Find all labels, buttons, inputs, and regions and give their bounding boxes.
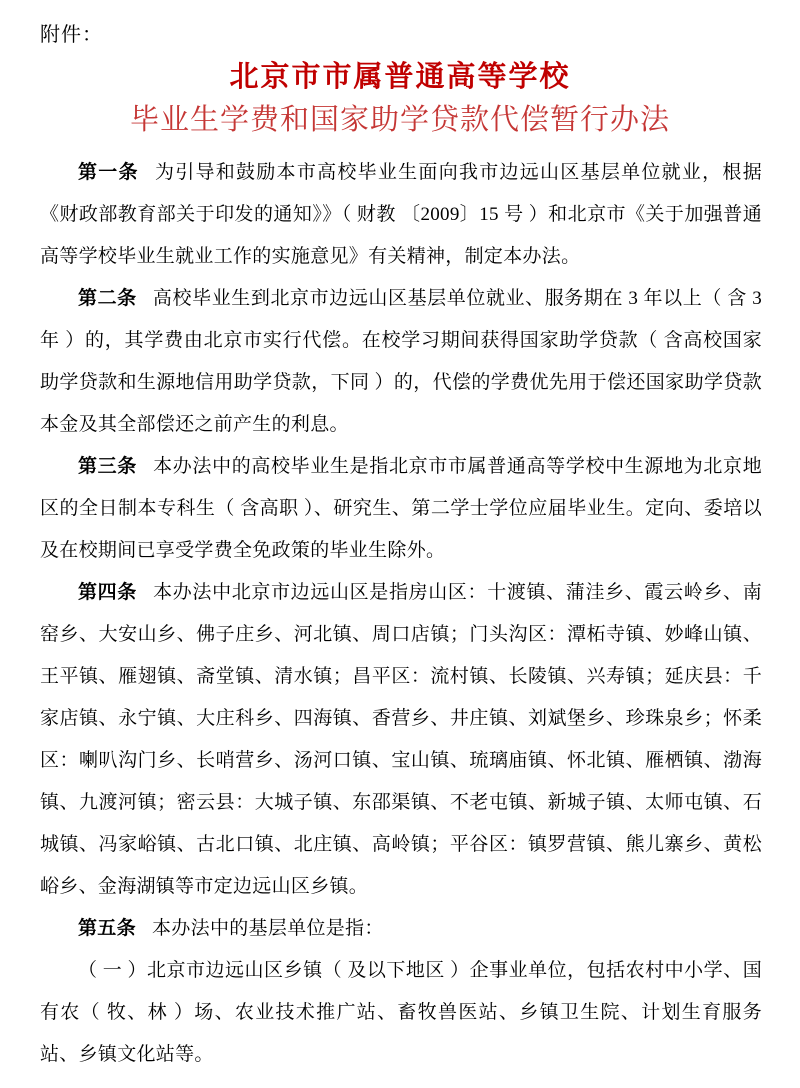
article-2-label: 第二条 [78, 288, 137, 309]
article-3-paragraph [40, 446, 762, 572]
document-title-line2: 毕业生学费和国家助学贷款代偿暂行办法 [129, 104, 670, 136]
article-4-label: 第四条 [78, 582, 137, 603]
article-1-text: 为引导和鼓励本市高校毕业生面向我市边远山区基层单位就业，根据《财政部教育部关于印发的通知》》（ 财教 〔2009〕15 号 ）和北京市《关于加强普通高等学校毕业生就业工作的实施意见》有关精神，制定本办法。 [40, 162, 762, 267]
article-3-label: 第三条 [78, 456, 137, 477]
attachment-label: 附件： [40, 24, 103, 46]
article-2-text: 高校毕业生到北京市边远山区基层单位就业、服务期在 3 年以上（ 含 3 年 ）的，其学费由北京市实行代偿。在校学习期间获得国家助学贷款（ 含高校国家助学贷款和生源地信用助学贷款，下同 ）的，代偿的学费优先用于偿还国家助学贷款本金及其全部偿还之前产生的利息。 [40, 288, 762, 435]
document-body [0, 152, 800, 1076]
article-4-text: 本办法中北京市边远山区是指房山区：十渡镇、蒲洼乡、霞云岭乡、南窑乡、大安山乡、佛子庄乡、河北镇、周口店镇；门头沟区：潭柘寺镇、妙峰山镇、王平镇、雁翅镇、斋堂镇、清水镇；昌平区：流村镇、长陵镇、兴寿镇；延庆县：千家店镇、永宁镇、大庄科乡、四海镇、香营乡、井庄镇、刘斌堡乡、珍珠泉乡；怀柔区：喇叭沟门乡、长哨营乡、汤河口镇、宝山镇、琉璃庙镇、怀北镇、雁栖镇、渤海镇、九渡河镇；密云县：大城子镇、东邵渠镇、不老屯镇、新城子镇、太师屯镇、石城镇、冯家峪镇、古北口镇、北庄镇、高岭镇；平谷区：镇罗营镇、熊儿寨乡、黄松峪乡、金海湖镇等市定边远山区乡镇。 [40, 582, 762, 897]
article-3-text: 本办法中的高校毕业生是指北京市市属普通高等学校中生源地为北京地区的全日制本专科生（ 含高职 ）、研究生、第二学士学位应届毕业生。定向、委培以及在校期间已享受学费全免政策的毕业生除外。 [40, 456, 762, 561]
article-5-paragraph [40, 908, 762, 950]
article-5-label: 第五条 [78, 918, 136, 939]
document-title-line1: 北京市市属普通高等学校 [229, 61, 571, 93]
article-1-label: 第一条 [78, 162, 139, 183]
article-5-text: 本办法中的基层单位是指： [152, 918, 384, 939]
article-5-item-1-text: （ 一 ）北京市边远山区乡镇（ 及以下地区 ）企事业单位，包括农村中小学、国有农（ 牧、林 ）场、农业技术推广站、畜牧兽医站、乡镇卫生院、计划生育服务站、乡镇文化站等。 [40, 960, 762, 1065]
article-5-item-1-paragraph [40, 950, 762, 1076]
article-4-paragraph [40, 572, 762, 908]
article-2-paragraph [40, 278, 762, 446]
article-1-paragraph [40, 152, 762, 278]
